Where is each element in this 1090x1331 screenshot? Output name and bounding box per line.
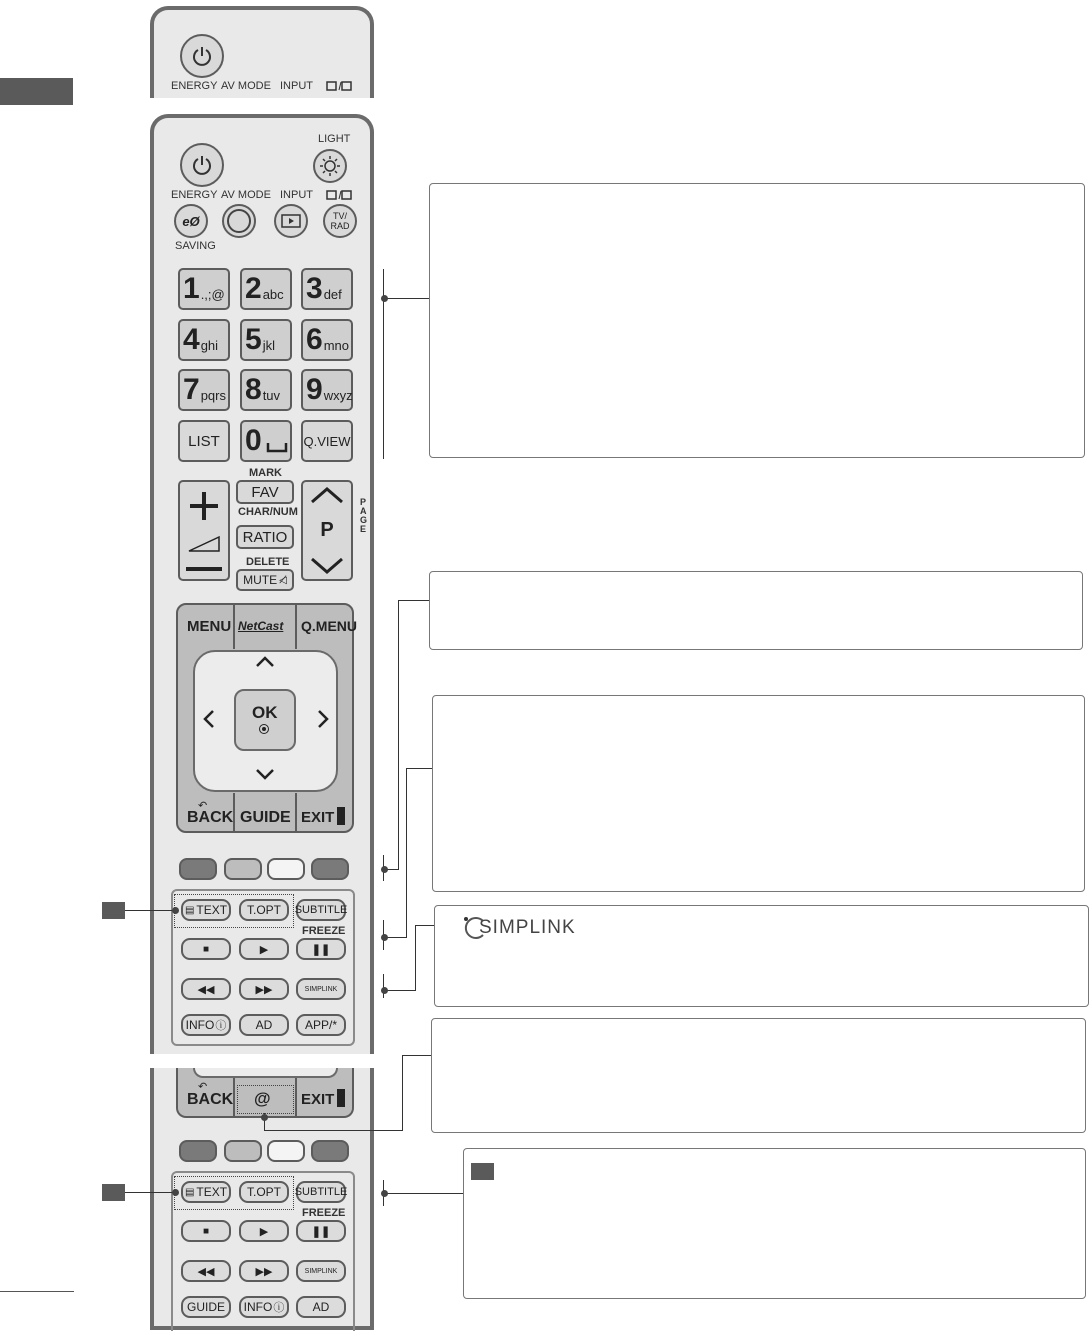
pause-icon: ❚❚ bbox=[311, 943, 331, 956]
av-mode-label: AV MODE bbox=[221, 80, 271, 92]
number-key-6[interactable] bbox=[301, 319, 353, 361]
back-button[interactable]: BACK bbox=[187, 809, 234, 826]
chevron-down-icon bbox=[309, 557, 345, 575]
list-button[interactable]: LIST bbox=[178, 420, 230, 462]
fav-button[interactable]: FAV bbox=[236, 480, 294, 504]
av-mode-button[interactable] bbox=[222, 204, 256, 238]
info-icon: ⓘ bbox=[215, 1020, 227, 1032]
connector-dot bbox=[381, 295, 388, 302]
light-label: LIGHT bbox=[318, 133, 351, 145]
light-button[interactable] bbox=[313, 149, 347, 183]
back-button[interactable]: BACK bbox=[187, 1091, 234, 1108]
connector bbox=[402, 1055, 431, 1056]
rewind-icon: ◀◀ bbox=[197, 983, 215, 996]
note-panel bbox=[463, 1148, 1086, 1299]
play-button[interactable] bbox=[239, 938, 289, 960]
volume-rocker[interactable] bbox=[178, 480, 230, 581]
ok-label: OK bbox=[252, 703, 278, 722]
connector bbox=[398, 600, 429, 601]
connector-dot bbox=[381, 866, 388, 873]
text-label: TEXT bbox=[196, 903, 228, 917]
exit-button[interactable]: EXIT bbox=[301, 809, 335, 826]
saving-label: SAVING bbox=[175, 240, 216, 252]
power-icon bbox=[191, 154, 213, 176]
arrow-left-icon[interactable] bbox=[203, 709, 215, 729]
blue-key[interactable] bbox=[311, 1140, 349, 1162]
energy-saving-button[interactable]: eØ bbox=[174, 204, 208, 238]
q-menu-button[interactable]: Q.MENU bbox=[301, 618, 357, 634]
rewind-icon: ◀◀ bbox=[197, 1265, 215, 1278]
number-digit: 2 bbox=[245, 272, 262, 305]
chevron-up-icon bbox=[309, 486, 345, 504]
play-button[interactable] bbox=[239, 1220, 289, 1242]
number-digit: 9 bbox=[306, 373, 323, 406]
number-digit: 1 bbox=[183, 272, 200, 305]
mute-button[interactable] bbox=[236, 569, 294, 591]
stop-button[interactable] bbox=[181, 1220, 231, 1242]
page-label: PAGE bbox=[360, 497, 368, 534]
number-key-9[interactable] bbox=[301, 369, 353, 411]
number-key-7[interactable] bbox=[178, 369, 230, 411]
play-icon: ▶ bbox=[259, 943, 269, 956]
number-key-3[interactable] bbox=[301, 268, 353, 310]
number-letters: .,;@ bbox=[200, 286, 225, 302]
callout-marker-main bbox=[102, 902, 125, 919]
arrow-up-icon[interactable] bbox=[255, 656, 275, 668]
teletext-icon: ▤ bbox=[184, 1186, 195, 1198]
simplink-button[interactable]: SIMPLINK bbox=[296, 978, 346, 1000]
zero-button[interactable] bbox=[240, 420, 292, 462]
freeze-label: FREEZE bbox=[302, 1207, 346, 1219]
number-letters: abc bbox=[262, 286, 284, 302]
tv-radio-icon bbox=[326, 190, 352, 200]
connector bbox=[402, 1055, 403, 1131]
number-digit: 3 bbox=[306, 272, 323, 305]
back-arrow-icon: ↶ bbox=[198, 1081, 208, 1093]
connector bbox=[406, 768, 432, 769]
power-button[interactable] bbox=[180, 143, 224, 187]
rewind-button[interactable] bbox=[181, 978, 231, 1000]
connector bbox=[264, 1130, 402, 1131]
connector bbox=[385, 990, 415, 991]
note-marker bbox=[471, 1163, 494, 1180]
number-letters: tuv bbox=[262, 387, 281, 403]
info-label: INFO bbox=[243, 1300, 273, 1314]
number-key-5[interactable] bbox=[240, 319, 292, 361]
stop-button[interactable] bbox=[181, 938, 231, 960]
connector bbox=[415, 925, 434, 926]
connector-dot bbox=[261, 1114, 268, 1121]
info-button[interactable] bbox=[239, 1296, 289, 1318]
av-mode-label: AV MODE bbox=[221, 189, 271, 201]
fast-forward-icon: ▶▶ bbox=[255, 1265, 273, 1278]
stop-icon: ■ bbox=[202, 943, 210, 955]
connector bbox=[385, 1193, 463, 1194]
number-letters: wxyz bbox=[323, 387, 353, 403]
input-label: INPUT bbox=[280, 189, 313, 201]
at-description-panel bbox=[431, 1018, 1086, 1133]
energy-label: ENERGY bbox=[171, 189, 218, 201]
green-key[interactable] bbox=[224, 858, 262, 880]
number-letters: def bbox=[323, 286, 342, 302]
exit-button[interactable]: EXIT bbox=[301, 1091, 335, 1108]
connector bbox=[383, 974, 384, 998]
pause-icon: ❚❚ bbox=[311, 1225, 331, 1238]
info-label: INFO bbox=[185, 1018, 215, 1032]
guide-button[interactable]: GUIDE bbox=[181, 1296, 231, 1318]
color-keys-description-panel bbox=[429, 571, 1083, 650]
delete-label: DELETE bbox=[246, 556, 290, 568]
q-view-button[interactable]: Q.VIEW bbox=[301, 420, 353, 462]
footer-rule bbox=[0, 1291, 74, 1292]
teletext-icon: ▤ bbox=[184, 904, 195, 916]
t-opt-button[interactable]: T.OPT bbox=[239, 899, 289, 921]
program-label: P bbox=[320, 519, 334, 541]
number-letters: pqrs bbox=[200, 387, 226, 403]
input-icon bbox=[281, 214, 301, 228]
guide-button[interactable]: GUIDE bbox=[240, 809, 291, 826]
simplink-logo bbox=[463, 916, 576, 940]
number-key-2[interactable] bbox=[240, 268, 292, 310]
blue-key[interactable] bbox=[311, 858, 349, 880]
minus-icon bbox=[184, 565, 224, 573]
app-button[interactable]: APP/* bbox=[296, 1014, 346, 1036]
connector bbox=[125, 1192, 177, 1193]
pause-button[interactable] bbox=[296, 1220, 346, 1242]
t-opt-button[interactable]: T.OPT bbox=[239, 1181, 289, 1203]
simplink-button[interactable]: SIMPLINK bbox=[296, 1260, 346, 1282]
freeze-label: FREEZE bbox=[302, 925, 346, 937]
teletext-description-panel bbox=[432, 695, 1085, 892]
connector bbox=[415, 925, 416, 991]
number-digit: 5 bbox=[245, 323, 262, 356]
energy-label: ENERGY bbox=[171, 80, 218, 92]
number-key-1[interactable] bbox=[178, 268, 230, 310]
fast-forward-button[interactable] bbox=[239, 1260, 289, 1282]
program-rocker[interactable] bbox=[301, 480, 353, 581]
plus-icon bbox=[186, 488, 222, 524]
arrow-right-icon[interactable] bbox=[317, 709, 329, 729]
exit-door-icon bbox=[337, 807, 345, 825]
circle-icon bbox=[227, 209, 251, 233]
subtitle-button[interactable]: SUBTITLE bbox=[296, 899, 346, 921]
arrow-down-icon[interactable] bbox=[255, 768, 275, 780]
number-digit: 4 bbox=[183, 323, 200, 356]
info-icon: ⓘ bbox=[273, 1302, 285, 1314]
text-label: TEXT bbox=[196, 1185, 228, 1199]
mute-icon: ◁̸ bbox=[279, 574, 287, 586]
connector bbox=[125, 910, 177, 911]
exit-door-icon bbox=[337, 1089, 345, 1107]
connector bbox=[398, 600, 399, 870]
number-digit: 6 bbox=[306, 323, 323, 356]
input-label: INPUT bbox=[280, 80, 313, 92]
input-button[interactable] bbox=[274, 204, 308, 238]
yellow-key[interactable] bbox=[267, 1140, 305, 1162]
number-letters: jkl bbox=[262, 337, 275, 353]
number-letters: mno bbox=[323, 337, 349, 353]
ad-button[interactable]: AD bbox=[296, 1296, 346, 1318]
connector bbox=[406, 768, 407, 938]
text-button[interactable] bbox=[181, 899, 231, 921]
connector-dot bbox=[172, 1189, 179, 1196]
stop-icon: ■ bbox=[202, 1225, 210, 1237]
simplink-logo-text: SIMPLINK bbox=[479, 917, 576, 938]
number-letters: ghi bbox=[200, 337, 219, 353]
space-icon bbox=[266, 441, 288, 453]
fast-forward-icon: ▶▶ bbox=[255, 983, 273, 996]
number-key-8[interactable] bbox=[240, 369, 292, 411]
char-num-label: CHAR/NUM bbox=[238, 506, 298, 518]
mute-label: MUTE bbox=[243, 573, 278, 587]
menu-button[interactable]: MENU bbox=[187, 618, 232, 635]
bulb-icon bbox=[319, 155, 341, 177]
callout-marker-bottom bbox=[102, 1184, 125, 1201]
ad-button[interactable]: AD bbox=[239, 1014, 289, 1036]
green-key[interactable] bbox=[224, 1140, 262, 1162]
connector-dot bbox=[381, 934, 388, 941]
netcast-button[interactable]: NetCast bbox=[238, 619, 284, 633]
tv-rad-button[interactable]: TV/ RAD bbox=[323, 204, 357, 238]
yellow-key[interactable] bbox=[267, 858, 305, 880]
back-arrow-icon: ↶ bbox=[198, 800, 208, 812]
connector bbox=[385, 937, 406, 938]
number-digit: 7 bbox=[183, 373, 200, 406]
section-tab-marker bbox=[0, 78, 73, 105]
zero-digit: 0 bbox=[245, 424, 262, 457]
simplink-description-panel bbox=[434, 905, 1089, 1007]
power-icon[interactable] bbox=[180, 34, 224, 78]
red-key[interactable] bbox=[179, 1140, 217, 1162]
play-icon: ▶ bbox=[259, 1225, 269, 1238]
number-key-4[interactable] bbox=[178, 319, 230, 361]
fast-forward-button[interactable] bbox=[239, 978, 289, 1000]
rewind-button[interactable] bbox=[181, 1260, 231, 1282]
subtitle-button[interactable]: SUBTITLE bbox=[296, 1181, 346, 1203]
connector-dot bbox=[381, 987, 388, 994]
ok-dot-icon bbox=[259, 724, 269, 734]
tv-radio-icon bbox=[326, 81, 352, 91]
text-button[interactable] bbox=[181, 1181, 231, 1203]
pause-button[interactable] bbox=[296, 938, 346, 960]
number-digit: 8 bbox=[245, 373, 262, 406]
connector bbox=[385, 298, 429, 299]
mark-label: MARK bbox=[249, 467, 282, 479]
red-key[interactable] bbox=[179, 858, 217, 880]
info-button[interactable] bbox=[181, 1014, 231, 1036]
connector-dot bbox=[381, 1190, 388, 1197]
at-button[interactable]: @ bbox=[254, 1089, 271, 1108]
volume-icon bbox=[187, 535, 221, 553]
numpad-description-panel bbox=[429, 183, 1085, 458]
connector-dot bbox=[172, 907, 179, 914]
ratio-button[interactable]: RATIO bbox=[236, 525, 294, 549]
